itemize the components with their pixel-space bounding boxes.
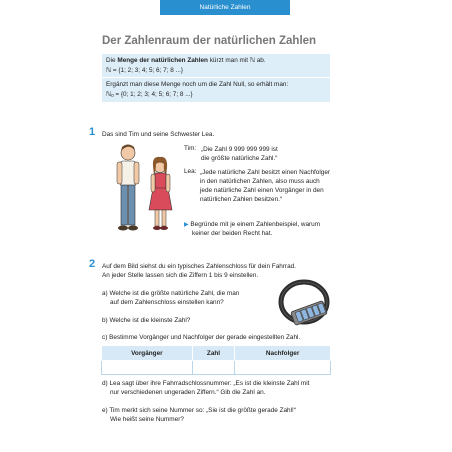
definition-term: Menge der natürlichen Zahlen [117, 57, 208, 64]
definition-line-2: ℕ = {1; 2; 3; 4; 5; 6; 7; 8 ...} [102, 66, 330, 78]
definition-line-4 [102, 90, 330, 103]
combination-lock-illustration [277, 272, 335, 330]
task-2-intro-line-2: An jeder Stelle lassen sich die Ziffern 1 bis 9 einstellen. [102, 272, 259, 279]
task-2e-line-1: e) Tim merkt sich seine Nummer so: „Sie ist die größte gerade Zahl!“ [102, 407, 296, 414]
lea-line-3: jede natürliche Zahl einen Vorgänger in den [200, 187, 324, 194]
tim-label: Tim: [184, 145, 197, 152]
chapter-title: Der Zahlenraum der natürlichen Zahlen [102, 35, 317, 47]
task-2-intro-line-1: Auf dem Bild siehst du ein typisches Zahlenschloss für dein Fahrrad. [102, 263, 296, 270]
predecessor-answer-cell[interactable] [102, 361, 193, 375]
definition-box [102, 54, 330, 102]
task-1-intro: Das sind Tim und seine Schwester Lea. [102, 131, 215, 138]
table-header-number: Zahl [192, 346, 234, 361]
predecessor-successor-table [101, 345, 331, 375]
definition-text: Die [106, 57, 118, 64]
chapter-tab: Natürliche Zahlen [160, 0, 290, 15]
task-2b: b) Welche ist die kleinste Zahl? [102, 317, 191, 324]
task-1-number: 1 [89, 126, 96, 138]
task-2d-line-2: nur verschiedenen ungeraden Ziffern.“ Gib die Zahl an. [110, 389, 266, 396]
task-2a-line-2: auf dem Zahlenschloss einstellen kann? [110, 299, 224, 306]
lea-line-1: „Jede natürliche Zahl besitzt einen Nachfolger [200, 169, 331, 176]
set-symbol: ℕ [106, 90, 112, 98]
task-2a-line-1: a) Welche ist die größte natürliche Zahl, die man [102, 290, 240, 297]
definition-line-1 [102, 54, 330, 66]
tim-line-1: „Die Zahl 9 999 999 999 ist [201, 146, 278, 153]
table-header-predecessor: Vorgänger [102, 346, 193, 361]
number-answer-cell[interactable] [192, 361, 234, 375]
tim-and-lea-illustration [108, 142, 180, 238]
lea-line-4: natürlichen Zahlen besitzen.“ [200, 196, 283, 203]
successor-answer-cell[interactable] [235, 361, 331, 375]
task-1-prompt-line-2: keiner der beiden Recht hat. [192, 230, 273, 237]
task-2-number: 2 [89, 258, 96, 270]
tim-line-2: die größte natürliche Zahl.“ [201, 155, 278, 162]
table-row [102, 361, 331, 375]
task-2c: c) Bestimme Vorgänger und Nachfolger der gerade eingestellten Zahl. [102, 334, 301, 341]
set-definition: = {0; 1; 2; 3; 4; 5; 6; 7; 8 ...} [113, 90, 193, 98]
task-1-prompt-text: Begründe mit je einem Zahlenbeispiel, warum [190, 221, 321, 228]
definition-text: kürzt man mit ℕ ab. [207, 57, 266, 64]
task-2d-line-1: d) Lea sagt über ihre Fahrradschlossnummer: „Es ist die kleinste Zahl mit [102, 380, 310, 387]
definition-line-3: Ergänzt man diese Menge noch um die Zahl Null, so erhält man: [102, 78, 330, 90]
lea-label: Lea: [184, 168, 197, 175]
task-2e-line-2: Wie heißt seine Nummer? [110, 416, 184, 423]
arrow-right-icon: ▶ [184, 222, 189, 228]
set-subscript: 0 [111, 92, 114, 98]
table-header-successor: Nachfolger [235, 346, 331, 361]
lea-line-2: in den natürlichen Zahlen, also muss auch [200, 178, 320, 185]
